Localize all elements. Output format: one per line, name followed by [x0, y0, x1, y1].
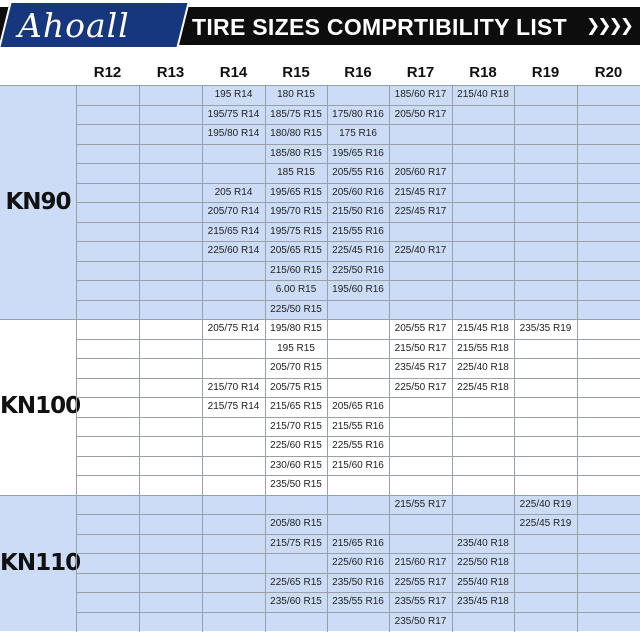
tire-size-cell: 235/50 R17 — [394, 615, 447, 627]
column-divider — [76, 85, 77, 632]
tire-size-cell: 225/50 R15 — [270, 303, 322, 315]
chevron-arrows-icon: ❯❯❯❯ — [586, 16, 631, 36]
tire-size-cell: 215/65 R15 — [270, 401, 322, 412]
tire-size-cell: 205/75 R15 — [270, 381, 322, 393]
tire-size-cell: 225/40 R17 — [394, 245, 447, 256]
tire-size-cell: 235/45 R17 — [394, 362, 447, 373]
column-divider — [452, 85, 453, 632]
tire-size-cell: 225/45 R17 — [394, 206, 447, 217]
tire-size-cell: 235/55 R17 — [394, 596, 447, 607]
column-header-r15: R15 — [282, 64, 310, 81]
tire-size-cell: 215/55 R16 — [332, 225, 384, 237]
tire-size-cell: 225/60 R15 — [270, 440, 322, 451]
tire-size-cell: 225/45 R16 — [332, 245, 384, 256]
tire-size-cell: 175/80 R16 — [332, 108, 384, 120]
row-divider — [76, 475, 640, 476]
brand-name: Ahoall — [18, 6, 130, 45]
tire-size-cell: 215/75 R14 — [207, 401, 260, 412]
tire-size-cell: 195/80 R15 — [270, 323, 322, 334]
tire-size-cell: 205/65 R16 — [332, 401, 384, 412]
tire-size-cell: 225/45 R18 — [457, 381, 509, 393]
tire-size-cell: 215/65 R14 — [207, 225, 260, 237]
model-label: KN100 — [0, 393, 81, 419]
tire-size-cell: 205/50 R17 — [394, 108, 447, 120]
tire-size-cell: 195/75 R14 — [207, 108, 260, 120]
tire-size-cell: 215/55 R18 — [457, 342, 509, 354]
column-divider — [139, 85, 140, 632]
tire-size-cell: 185/60 R17 — [394, 89, 447, 100]
column-header-r16: R16 — [344, 64, 372, 81]
row-divider — [76, 339, 640, 340]
tire-size-cell: 215/60 R17 — [394, 557, 447, 568]
row-divider — [76, 358, 640, 359]
tire-size-cell: 215/45 R18 — [457, 323, 509, 334]
tire-size-cell: 195/65 R15 — [270, 186, 322, 198]
tire-size-cell: 225/60 R14 — [207, 245, 260, 256]
tire-size-cell: 205/65 R15 — [270, 245, 322, 256]
tire-size-cell: 205 R14 — [214, 186, 253, 198]
tire-size-cell: 235/35 R19 — [519, 323, 572, 334]
column-divider — [577, 85, 578, 632]
tire-size-cell: 235/45 R18 — [457, 596, 509, 607]
tire-size-cell: 205/70 R14 — [207, 206, 260, 217]
tire-size-cell: 205/60 R16 — [332, 186, 384, 198]
tire-size-cell: 255/40 R18 — [457, 576, 509, 588]
tire-size-cell: 225/40 R18 — [457, 362, 509, 373]
tire-size-cell: 215/65 R16 — [332, 537, 384, 549]
tire-size-cell: 205/75 R14 — [207, 323, 260, 334]
column-header-r12: R12 — [93, 64, 122, 81]
column-header-r14: R14 — [219, 64, 248, 81]
tire-size-cell: 235/40 R18 — [457, 537, 509, 549]
page-title: TIRE SIZES COMPRTIBILITY LIST — [192, 14, 568, 40]
column-divider — [327, 85, 328, 632]
tire-size-cell: 185/75 R15 — [270, 108, 322, 120]
tire-size-cell: 225/50 R16 — [332, 264, 384, 276]
tire-size-cell: 225/50 R18 — [457, 557, 509, 568]
tire-size-cell: 185 R15 — [277, 167, 315, 178]
column-header-r13: R13 — [156, 64, 185, 81]
tire-size-cell: 215/60 R16 — [332, 459, 384, 471]
column-header-r19: R19 — [531, 64, 560, 81]
row-divider — [76, 612, 640, 613]
column-header-r18: R18 — [469, 64, 497, 81]
row-divider — [76, 378, 640, 379]
row-divider — [76, 300, 640, 301]
column-divider — [202, 85, 203, 632]
tire-size-cell: 195/70 R15 — [270, 206, 322, 217]
tire-size-cell: 235/60 R15 — [270, 596, 322, 607]
tire-size-cell: 225/40 R19 — [519, 498, 572, 510]
model-label: KN110 — [0, 549, 81, 576]
tire-size-cell: 195/80 R14 — [207, 128, 260, 139]
header-banner — [0, 0, 640, 60]
tire-size-cell: 225/55 R17 — [394, 576, 447, 588]
tire-size-cell: 225/50 R17 — [394, 381, 447, 393]
tire-size-cell: 195 R15 — [277, 342, 315, 354]
tire-size-cell: 185/80 R15 — [270, 147, 322, 159]
tire-size-cell: 225/55 R16 — [332, 440, 384, 451]
tire-size-cell: 225/65 R15 — [270, 576, 322, 588]
tire-size-cell: 6.00 R15 — [275, 284, 317, 295]
column-divider — [514, 85, 515, 632]
tire-size-cell: 215/55 R16 — [332, 420, 384, 432]
tire-size-cell: 205/55 R16 — [332, 167, 384, 178]
column-divider — [265, 85, 266, 632]
tire-size-cell: 215/60 R15 — [270, 264, 322, 276]
tire-size-cell: 230/60 R15 — [270, 459, 322, 471]
model-label: KN90 — [5, 189, 71, 215]
tire-size-cell: 225/60 R16 — [332, 557, 384, 568]
tire-size-cell: 205/80 R15 — [270, 518, 322, 529]
tire-size-cell: 215/50 R16 — [332, 206, 384, 217]
tire-size-cell: 180 R15 — [277, 89, 315, 100]
column-header-r20: R20 — [594, 64, 623, 81]
tire-size-cell: 215/75 R15 — [270, 537, 322, 549]
tire-size-cell: 215/70 R15 — [270, 420, 322, 432]
tire-size-cell: 235/50 R15 — [270, 479, 322, 490]
tire-size-cell: 215/70 R14 — [207, 381, 260, 393]
tire-size-cell: 235/50 R16 — [332, 576, 384, 588]
tire-size-cell: 195/65 R16 — [332, 147, 384, 159]
tire-size-cell: 215/45 R17 — [394, 186, 447, 198]
tire-size-cell: 175 R16 — [339, 128, 377, 139]
column-header-r17: R17 — [406, 64, 435, 81]
tire-size-cell: 215/40 R18 — [457, 89, 509, 100]
tire-size-cell: 195/60 R16 — [332, 284, 384, 295]
tire-size-cell: 205/60 R17 — [394, 167, 447, 178]
tire-size-cell: 180/80 R15 — [270, 128, 322, 139]
tire-size-cell: 195 R14 — [214, 89, 253, 100]
tire-size-cell: 225/45 R19 — [519, 518, 572, 529]
tire-size-cell: 205/70 R15 — [270, 362, 322, 373]
tire-size-cell: 235/55 R16 — [332, 596, 384, 607]
tire-size-cell: 195/75 R15 — [270, 225, 322, 237]
column-divider — [389, 85, 390, 632]
tire-size-cell: 205/55 R17 — [394, 323, 447, 334]
tire-size-cell: 215/50 R17 — [394, 342, 447, 354]
tire-size-cell: 215/55 R17 — [394, 498, 447, 510]
